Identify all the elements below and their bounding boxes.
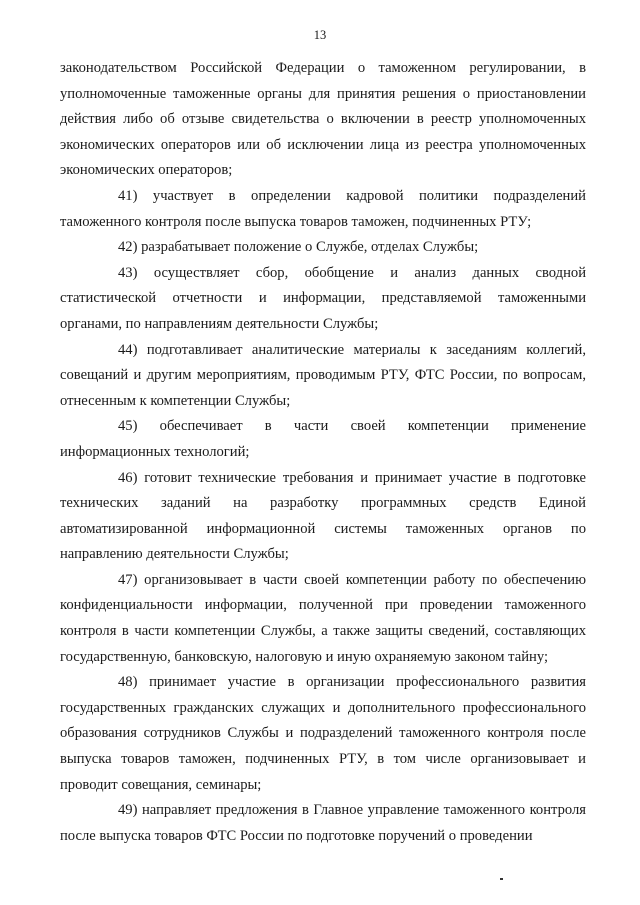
paragraph-continuation: законодательством Российской Федерации о таможенном регулировании, в уполномоченные таможенные органы для принятия решения о приостановлении действия либо об отзыве свидетельства о включении в реестр уполномоченных экономических операторов или об исключении лица из реестра уполномоченных экономических операторов; (60, 60, 586, 179)
scan-speck (500, 878, 503, 880)
paragraph-item-47: 47) организовывает в части своей компетенции работу по обеспечению конфиденциальности информации, полученной при проведении таможенного контроля в части компетенции Службы, а также защиты сведений, составляющих государственную, банковскую, налоговую и иную охраняемую законом тайну; (60, 571, 586, 665)
paragraph-item-45: 45) обеспечивает в части своей компетенции применение информационных технологий; (60, 418, 586, 460)
paragraph-item-43: 43) осуществляет сбор, обобщение и анализ данных сводной статистической отчетности и информации, представляемой таможенными органами, по направлениям деятельности Службы; (60, 264, 586, 332)
paragraph-item-49: 49) направляет предложения в Главное управление таможенного контроля после выпуска товаров ФТС России по подготовке поручений о проведении (60, 802, 586, 844)
paragraph-item-46: 46) готовит технические требования и принимает участие в подготовке технических заданий на разработку программных средств Единой автоматизированной информационной системы таможенных органов по направлению деятельности Службы; (60, 469, 586, 563)
paragraph-item-41: 41) участвует в определении кадровой политики подразделений таможенного контроля после выпуска товаров таможен, подчиненных РТУ; (60, 187, 586, 230)
paragraph-item-42: 42) разрабатывает положение о Службе, отделах Службы; (118, 239, 479, 256)
paragraph-item-44: 44) подготавливает аналитические материалы к заседаниям коллегий, совещаний и другим мероприятиям, проводимым РТУ, ФТС России, по вопросам, отнесенным к компетенции Службы; (60, 341, 586, 409)
page-number: 13 (313, 28, 327, 42)
document-body (60, 56, 586, 849)
paragraph-item-48: 48) принимает участие в организации профессионального развития государственных гражданских служащих и дополнительного профессионального образования сотрудников Службы и подразделений таможенного контроля после выпуска товаров таможен, подчиненных РТУ, в том числе организовывает и проводит совещания, семинары; (60, 674, 586, 793)
